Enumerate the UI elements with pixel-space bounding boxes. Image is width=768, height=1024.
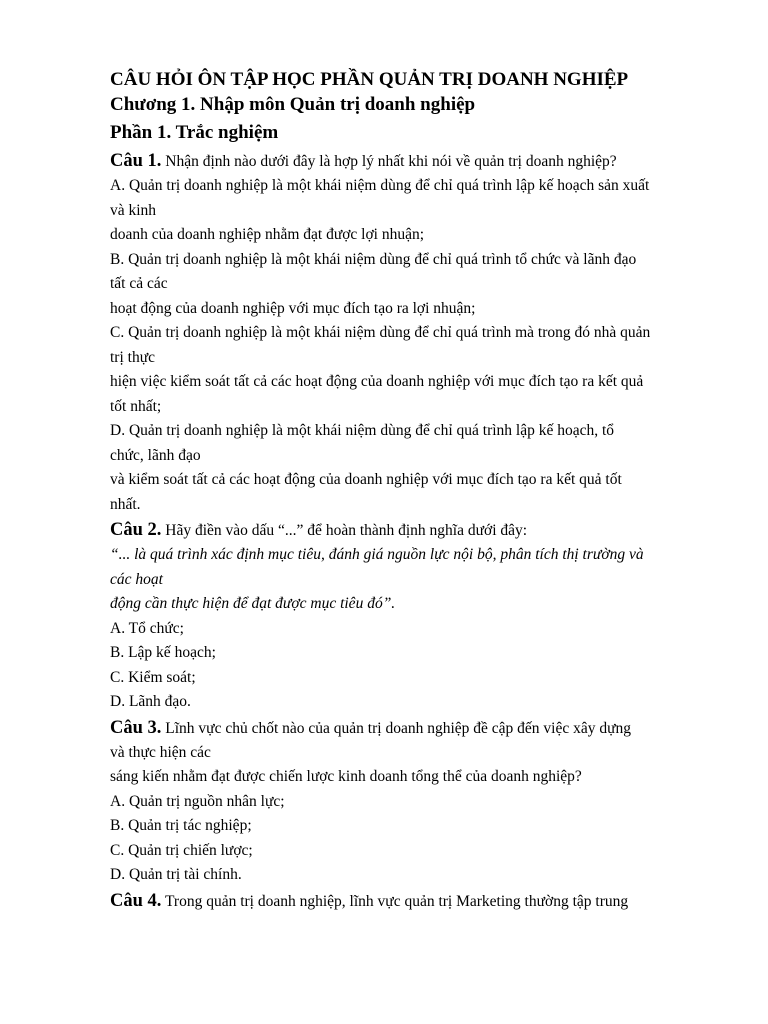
question-label: Câu 1. (110, 151, 162, 171)
answer-line: và thực hiện các (110, 743, 211, 761)
answer-line: A. Tổ chức; (110, 619, 184, 637)
document-page (110, 68, 700, 914)
question-2 (110, 517, 700, 715)
question-3 (110, 715, 700, 888)
answer-line: D. Lãnh đạo. (110, 693, 191, 710)
answer-line: doanh của doanh nghiệp nhằm đạt được lợi nhuận; (110, 226, 425, 243)
question-1 (110, 148, 700, 517)
answer-line: sáng kiến nhằm đạt được chiến lược kinh doanh tổng thể của doanh nghiệp? (110, 768, 582, 785)
answer-line: C. Quản trị doanh nghiệp là một khái niệm dùng để chỉ quá trình mà trong đó nhà quản (110, 324, 651, 341)
answer-line: B. Quản trị tác nghiệp; (110, 817, 252, 834)
answer-line: D. Quản trị tài chính. (110, 866, 242, 883)
answer-line: hiện việc kiểm soát tất cả các hoạt động của doanh nghiệp với mục đích tạo ra kết quả (110, 373, 644, 390)
answer-line: A. Quản trị doanh nghiệp là một khái niệm dùng để chỉ quá trình lập kế hoạch sản xuất (110, 177, 650, 194)
answer-line: tất cả các (110, 275, 168, 292)
question-stem (110, 148, 700, 174)
answer-line: và kinh (110, 201, 157, 219)
answer-line: trị thực (110, 348, 155, 366)
question-stem (110, 888, 700, 914)
answer-line: và kiểm soát tất cả các hoạt động của doanh nghiệp với mục đích tạo ra kết quả tốt (110, 471, 622, 488)
definition-quote-line: “... là quá trình xác định mục tiêu, đánh giá nguồn lực nội bộ, phân tích thị trường và (110, 546, 644, 563)
section-heading: Phần 1. Trắc nghiệm (110, 122, 279, 143)
question-text: Lĩnh vực chủ chốt nào của quản trị doanh nghiệp đề cập đến việc xây dựng (161, 719, 632, 737)
question-text: Nhận định nào dưới đây là hợp lý nhất khi nói về quản trị doanh nghiệp? (161, 153, 617, 170)
answer-line: C. Kiểm soát; (110, 668, 196, 686)
question-4 (110, 888, 700, 914)
answer-line: A. Quản trị nguồn nhân lực; (110, 792, 285, 810)
question-label: Câu 3. (110, 717, 162, 738)
answer-line: hoạt động của doanh nghiệp với mục đích tạo ra lợi nhuận; (110, 299, 476, 317)
question-label: Câu 4. (110, 890, 162, 911)
answer-line: D. Quản trị doanh nghiệp là một khái niệm dùng để chỉ quá trình lập kế hoạch, tổ (110, 422, 615, 439)
answer-line: nhất. (110, 495, 141, 513)
question-stem (110, 715, 700, 741)
question-text: Trong quản trị doanh nghiệp, lĩnh vực quản trị Marketing thường tập trung (161, 892, 629, 910)
answer-line: tốt nhất; (110, 397, 162, 415)
document-title: CÂU HỎI ÔN TẬP HỌC PHẦN QUẢN TRỊ DOANH NGHIỆP (110, 69, 629, 90)
answer-line: B. Lập kế hoạch; (110, 644, 216, 661)
question-stem (110, 517, 700, 543)
definition-quote-line: động cần thực hiện để đạt được mục tiêu đó”. (110, 595, 396, 612)
question-label: Câu 2. (110, 520, 162, 540)
chapter-heading: Chương 1. Nhập môn Quản trị doanh nghiệp (110, 94, 476, 115)
definition-quote-line: các hoạt (110, 570, 163, 588)
question-text: Hãy điền vào dấu “...” để hoàn thành định nghĩa dưới đây: (161, 522, 528, 539)
answer-line: C. Quản trị chiến lược; (110, 841, 253, 859)
answer-line: chức, lãnh đạo (110, 446, 201, 464)
answer-line: B. Quản trị doanh nghiệp là một khái niệm dùng để chỉ quá trình tổ chức và lãnh đạo (110, 250, 637, 268)
